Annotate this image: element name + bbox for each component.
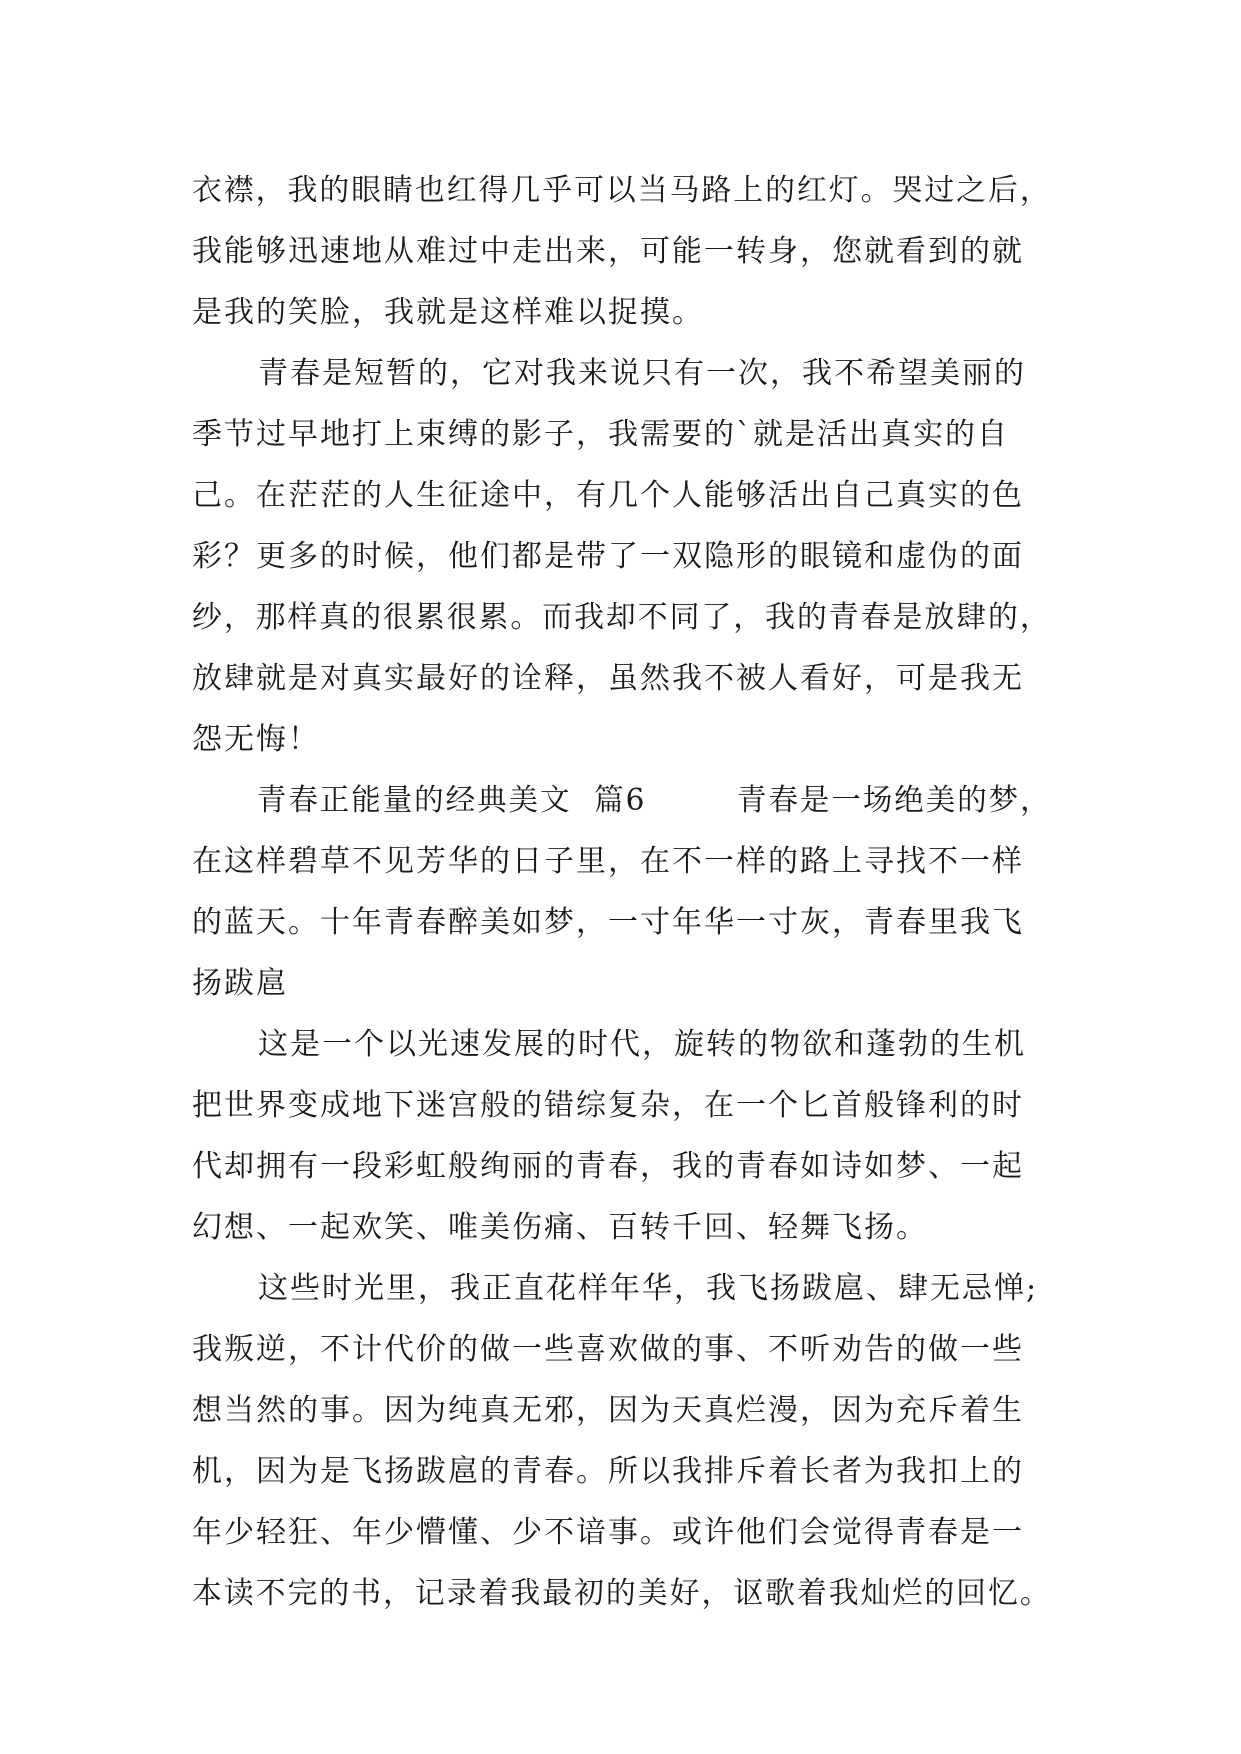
text-line: 我叛逆，不计代价的做一些喜欢做的事、不听劝告的做一些: [192, 1332, 1024, 1367]
text-line: 季节过早地打上束缚的影子，我需要的`就是活出真实的自: [192, 417, 1009, 452]
text-line: 机，因为是飞扬跋扈的青春。所以我排斥着长者为我扣上的: [192, 1454, 1024, 1489]
text-line: 彩？更多的时候，他们都是带了一双隐形的眼镜和虚伪的面: [192, 539, 1024, 574]
text-line: 想当然的事。因为纯真无邪，因为天真烂漫，因为充斥着生: [192, 1393, 1024, 1428]
text-line: 年少轻狂、年少懵懂、少不谙事。或许他们会觉得青春是一: [192, 1515, 1024, 1550]
text-line: 的蓝天。十年青春醉美如梦，一寸年华一寸灰，青春里我飞: [192, 905, 1024, 940]
text-line: 纱，那样真的很累很累。而我却不同了，我的青春是放肆的，: [192, 600, 1052, 635]
text-line: 幻想、一起欢笑、唯美伤痛、百转千回、轻舞飞扬。: [192, 1210, 928, 1245]
text-line: 衣襟，我的眼睛也红得几乎可以当马路上的红灯。哭过之后，: [192, 173, 1052, 208]
text-line: 是我的笑脸，我就是这样难以捉摸。: [192, 295, 704, 330]
paragraph-first-line: 青春是短暂的，它对我来说只有一次，我不希望美丽的: [258, 356, 1026, 391]
document-body: [192, 160, 1052, 1624]
text-line: 放肆就是对真实最好的诠释，虽然我不被人看好，可是我无: [192, 661, 1024, 696]
text-line: 我能够迅速地从难过中走出来，可能一转身，您就看到的就: [192, 234, 1024, 269]
paragraph-first-line: 这些时光里，我正直花样年华，我飞扬跋扈、肆无忌惮;: [258, 1271, 1039, 1306]
text-line: 扬跋扈: [192, 966, 288, 1001]
text-line: 怨无悔！: [192, 722, 320, 757]
text-line: 本读不完的书，记录着我最初的美好，讴歌着我灿烂的回忆。: [192, 1576, 1052, 1611]
paragraph-first-line: 这是一个以光速发展的时代，旋转的物欲和蓬勃的生机: [258, 1027, 1026, 1062]
text-line: 把世界变成地下迷宫般的错综复杂，在一个匕首般锋利的时: [192, 1088, 1024, 1123]
section-heading-line: 青春正能量的经典美文 篇6 青春是一场绝美的梦，: [256, 783, 1052, 818]
text-line: 己。在茫茫的人生征途中，有几个人能够活出自己真实的色: [192, 478, 1024, 513]
text-line: 在这样碧草不见芳华的日子里，在不一样的路上寻找不一样: [192, 844, 1024, 879]
text-line: 代却拥有一段彩虹般绚丽的青春，我的青春如诗如梦、一起: [192, 1149, 1024, 1184]
